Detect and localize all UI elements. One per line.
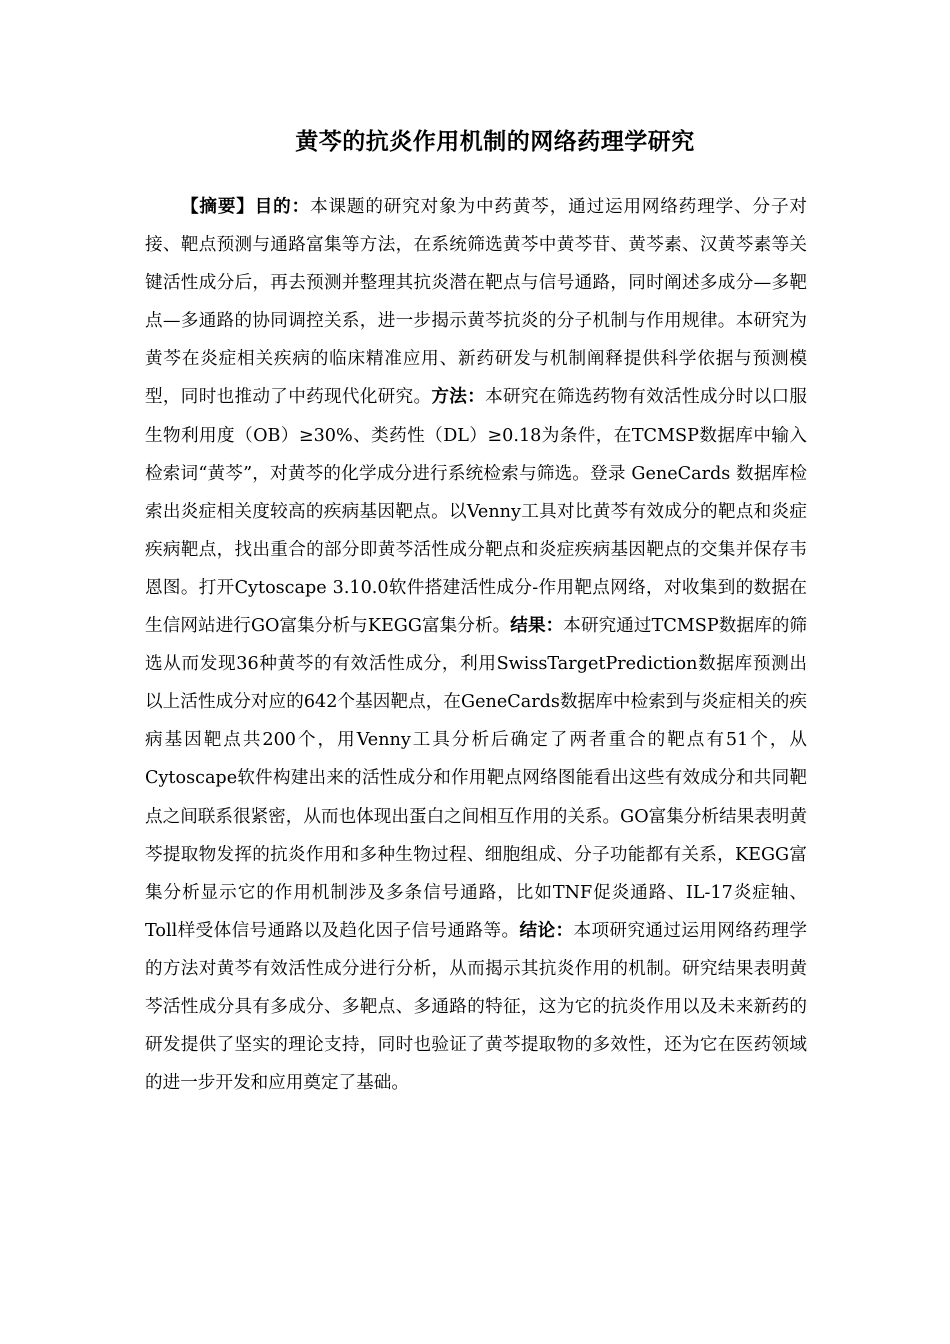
document-title: 黄芩的抗炎作用机制的网络药理学研究	[295, 129, 695, 155]
results-label: 结果：	[510, 616, 564, 637]
objective-label: 目的：	[254, 197, 311, 217]
conclusion-text: 本项研究通过运用网络药理学的方法对黄芩有效活性成分进行分析，从而揭示其抗炎作用的机制。研究结果表明黄芩活性成分具有多成分、多靶点、多通路的特征，这为它的抗炎作用以及未来新药的研发提供了坚实的理论支持，同时也验证了黄芩提取物的多效性，还为它在医药领域的进一步开发和应用奠定了基础。	[145, 920, 807, 1094]
abstract-paragraph	[145, 188, 807, 1102]
methods-label: 方法：	[431, 387, 486, 408]
methods-text: 本研究在筛选药物有效活性成分时以口服生物利用度（OB）≥30%、类药性（DL）≥0.18为条件，在TCMSP数据库中输入检索词“黄芩”，对黄芩的化学成分进行系统检索与筛选。登录 GeneCards 数据库检索出炎症相关度较高的疾病基因靶点。以Venny工具对比黄芩有效成分的靶点和炎症疾病靶点，找出重合的部分即黄芩活性成分靶点和炎症疾病基因靶点的交集并保存韦恩图。打开Cytoscape 3.10.0软件搭建活性成分-作用靶点网络，对收集到的数据在生信网站进行GO富集分析与KEGG富集分析。	[145, 387, 807, 637]
conclusion-label: 结论：	[519, 920, 574, 941]
objective-text: 本课题的研究对象为中药黄芩，通过运用网络药理学、分子对接、靶点预测与通路富集等方法，在系统筛选黄芩中黄芩苷、黄芩素、汉黄芩素等关键活性成分后，再去预测并整理其抗炎潜在靶点与信号通路，同时阐述多成分—多靶点—多通路的协同调控关系，进一步揭示黄芩抗炎的分子机制与作用规律。本研究为黄芩在炎症相关疾病的临床精准应用、新药研发与机制阐释提供科学依据与预测模型，同时也推动了中药现代化研究。	[145, 197, 807, 408]
results-text: 本研究通过TCMSP数据库的筛选从而发现36种黄芩的有效活性成分，利用SwissTargetPrediction数据库预测出以上活性成分对应的642个基因靶点，在GeneCards数据库中检索到与炎症相关的疾病基因靶点共200个，用Venny工具分析后确定了两者重合的靶点有51个，从Cytoscape软件构建出来的活性成分和作用靶点网络图能看出这些有效成分和共同靶点之间联系很紧密，从而也体现出蛋白之间相互作用的关系。GO富集分析结果表明黄芩提取物发挥的抗炎作用和多种生物过程、细胞组成、分子功能都有关系，KEGG富集分析显示它的作用机制涉及多条信号通路，比如TNF促炎通路、IL-17炎症轴、Toll样受体信号通路以及趋化因子信号通路等。	[145, 616, 807, 941]
abstract-label: 【摘要】	[181, 197, 255, 217]
